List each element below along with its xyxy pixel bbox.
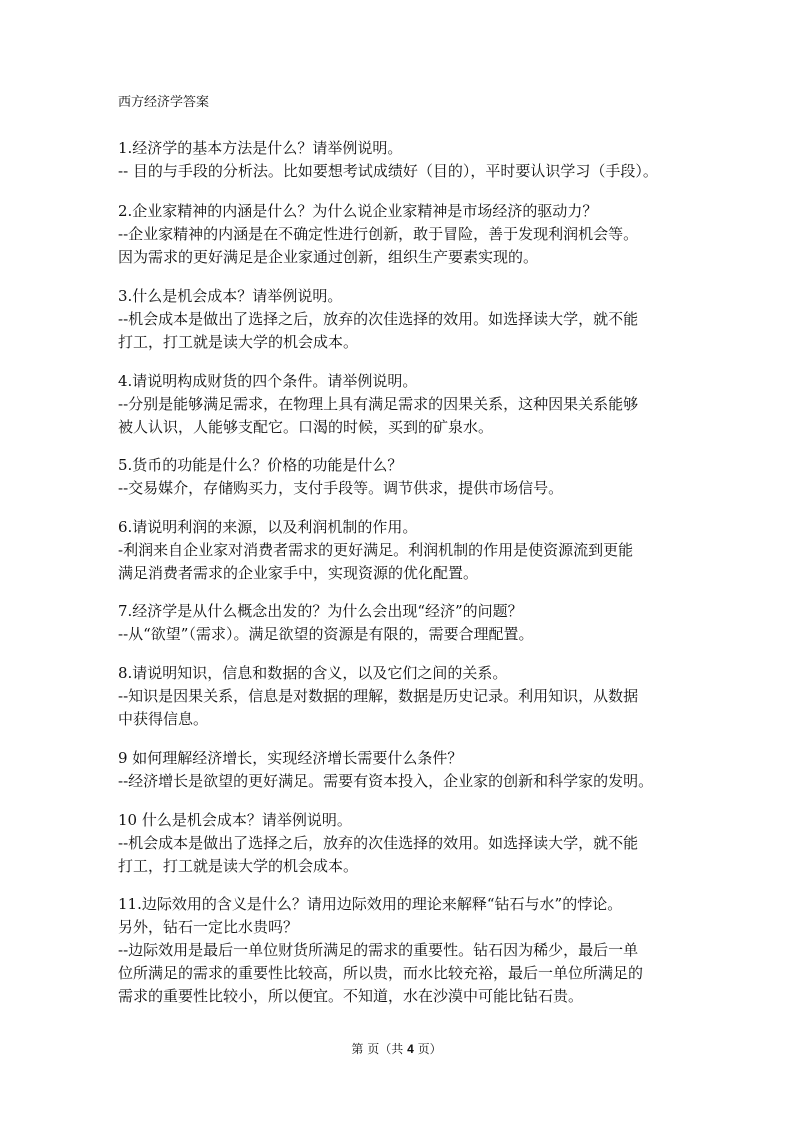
answer-line: 需求的重要性比较小，所以便宜。不知道，水在沙漠中可能比钻石贵。 (118, 987, 584, 1005)
question-text: 7.经济学是从什么概念出发的？为什么会出现“经济”的问题？ (118, 602, 523, 620)
question-text: 3.什么是机会成本？请举例说明。 (118, 287, 343, 305)
qa-item-4 (118, 370, 683, 439)
footer-total-pages: 4 (407, 1042, 414, 1056)
qa-item-2 (118, 200, 683, 269)
question-text: 6.请说明利润的来源，以及利润机制的作用。 (118, 518, 418, 536)
qa-item-6 (118, 516, 683, 585)
answer-line: -利润来自企业家对消费者需求的更好满足。利润机制的作用是使资源流到更能 (118, 541, 634, 559)
qa-item-11 (118, 893, 683, 1008)
question-text: 11.边际效用的含义是什么？请用边际效用的理论来解释“钻石与水”的悖论。 (118, 895, 623, 913)
answer-line: 被人认识，人能够支配它。口渴的时候，买到的矿泉水。 (118, 418, 494, 436)
answer-line: 中获得信息。 (118, 710, 209, 728)
qa-item-10 (118, 809, 683, 878)
answer-line: 位所满足的需求的重要性比较高，所以贵，而水比较充裕，最后一单位所满足的 (118, 964, 644, 982)
qa-item-8 (118, 662, 683, 731)
question-text: 4.请说明构成财货的四个条件。请举例说明。 (118, 372, 418, 390)
answer-line: 打工，打工就是读大学的机会成本。 (118, 857, 359, 875)
question-text: 2.企业家精神的内涵是什么？为什么说企业家精神是市场经济的驱动力？ (118, 202, 598, 220)
answer-line: --机会成本是做出了选择之后，放弃的次佳选择的效用。如选择读大学，就不能 (118, 310, 639, 328)
answer-line: --分别是能够满足需求，在物理上具有满足需求的因果关系，这种因果关系能够 (118, 395, 639, 413)
question-text: 5.货币的功能是什么？价格的功能是什么？ (118, 456, 403, 474)
qa-item-7 (118, 600, 683, 646)
question-text-continued: 另外，钻石一定比水贵吗？ (118, 918, 299, 936)
question-text: 9 如何理解经济增长，实现经济增长需要什么条件？ (118, 749, 463, 767)
answer-line: 因为需求的更好满足是企业家通过创新，组织生产要素实现的。 (118, 248, 539, 266)
answer-line: --从“欲望”（需求）。满足欲望的资源是有限的，需要合理配置。 (118, 625, 534, 643)
qa-item-3 (118, 285, 683, 354)
answer-line: --边际效用是最后一单位财货所满足的需求的重要性。钻石因为稀少，最后一单 (118, 941, 639, 959)
footer-suffix: 页） (417, 1042, 442, 1056)
qa-item-9 (118, 747, 683, 793)
answer-line: --经济增长是欲望的更好满足。需要有资本投入，企业家的创新和科学家的发明。 (118, 772, 654, 790)
answer-line: --机会成本是做出了选择之后，放弃的次佳选择的效用。如选择读大学，就不能 (118, 834, 639, 852)
answer-line: --交易媒介，存储购买力，支付手段等。调节供求，提供市场信号。 (118, 479, 564, 497)
footer-prefix: 第 页（共 (351, 1042, 404, 1056)
document-title: 西方经济学答案 (118, 95, 210, 110)
answer-line: -- 目的与手段的分析法。比如要想考试成绩好（目的），平时要认识学习（手段）。 (118, 162, 658, 180)
qa-item-5 (118, 454, 683, 500)
question-text: 10 什么是机会成本？请举例说明。 (118, 811, 352, 829)
answer-line: --知识是因果关系，信息是对数据的理解，数据是历史记录。利用知识，从数据 (118, 687, 639, 705)
answer-line: 打工，打工就是读大学的机会成本。 (118, 333, 359, 351)
qa-item-1 (118, 137, 683, 183)
question-text: 8.请说明知识，信息和数据的含义，以及它们之间的关系。 (118, 664, 508, 682)
answer-line: --企业家精神的内涵是在不确定性进行创新，敢于冒险，善于发现利润机会等。 (118, 225, 639, 243)
answer-line: 满足消费者需求的企业家手中，实现资源的优化配置。 (118, 564, 479, 582)
question-text: 1.经济学的基本方法是什么？请举例说明。 (118, 139, 403, 157)
page-footer (0, 1041, 793, 1057)
